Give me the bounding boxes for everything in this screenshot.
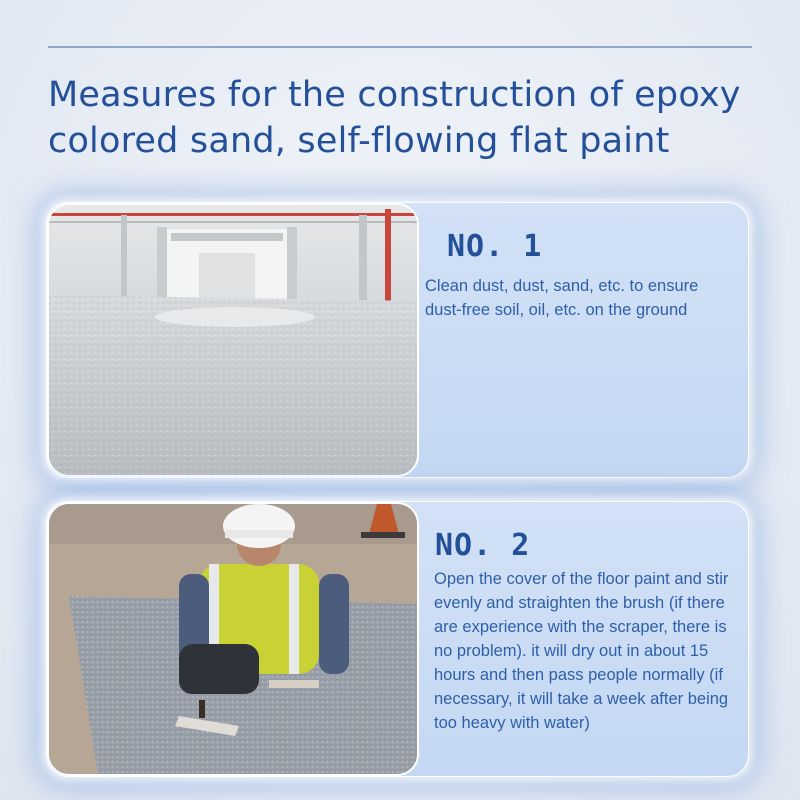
step-1-text-block xyxy=(425,203,734,322)
page-title: Measures for the construction of epoxy colored sand, self-flowing flat paint xyxy=(48,75,741,161)
step-2-text-block xyxy=(425,502,734,735)
top-divider xyxy=(48,46,752,48)
step-card-1 xyxy=(46,202,749,478)
warehouse-floor-photo xyxy=(47,203,419,477)
step-number-label: NO. 1 xyxy=(447,229,543,264)
step-card-2 xyxy=(46,501,749,777)
step-number-label: NO. 2 xyxy=(435,528,531,563)
step-description: Clean dust, dust, sand, etc. to ensure dust-free soil, oil, etc. on the ground xyxy=(425,277,699,319)
step-description: Open the cover of the floor paint and stir evenly and straighten the brush (if there are experience with the scraper, there is no problem). it will dry out in about 15 hours and then pass people normally (if necessary, it will take a week after being too heavy with water) xyxy=(434,570,729,732)
worker-troweling-photo xyxy=(47,502,419,776)
